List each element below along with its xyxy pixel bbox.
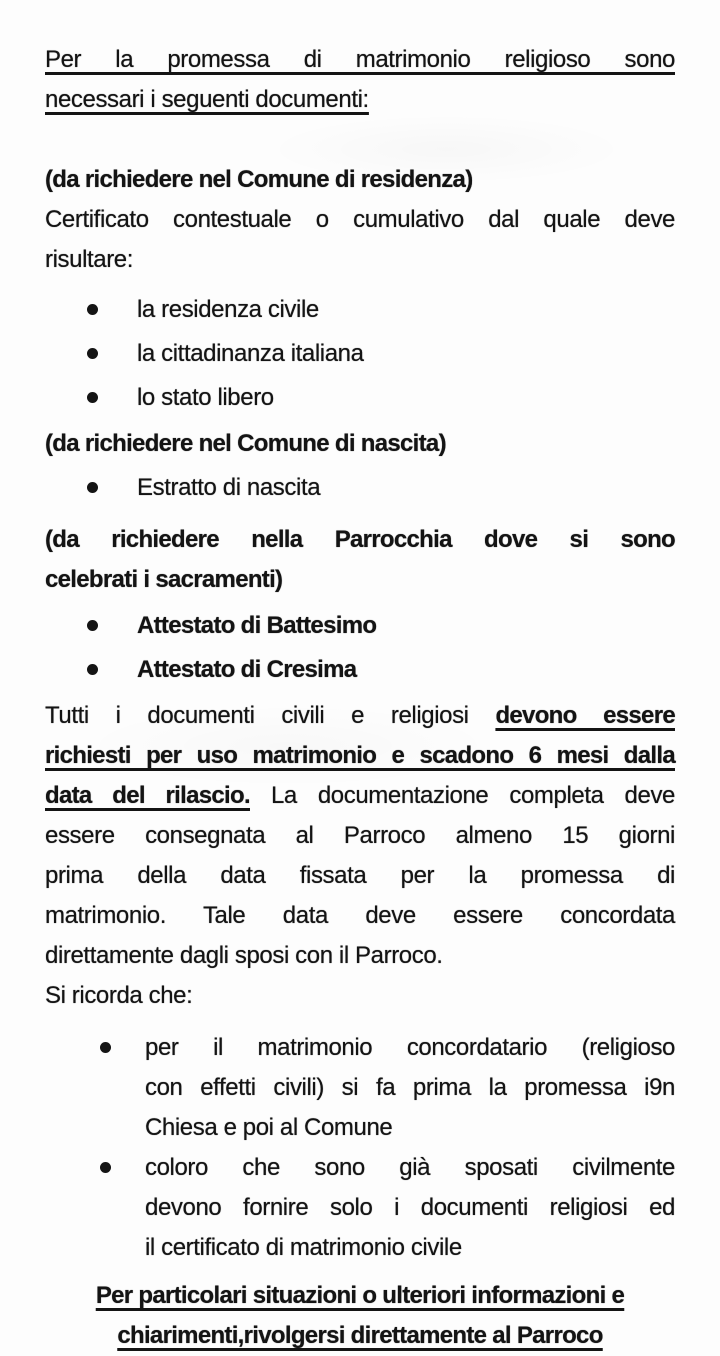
notice-line-3-bold: data del rilascio. <box>45 782 250 809</box>
list-item <box>45 604 675 648</box>
reminder-item-2-line-2: devono fornire solo i documenti religiosi ed <box>145 1194 675 1221</box>
list-item-label: la cittadinanza italiana <box>137 340 364 367</box>
list-item <box>45 466 675 510</box>
heading-comune-residenza: (da richiedere nel Comune di residenza) <box>45 166 473 193</box>
bullet-icon <box>87 482 98 493</box>
bullet-icon <box>87 392 98 403</box>
notice-line-6: matrimonio. Tale data deve essere concordata <box>45 902 675 929</box>
footer-line-2: chiarimenti,rivolgersi direttamente al Parroco <box>117 1322 603 1349</box>
list-item-label: coloro che sono già sposati civilmente <box>145 1154 675 1181</box>
list-item <box>45 376 675 420</box>
reminder-item-2-line-3: il certificato di matrimonio civile <box>145 1234 462 1261</box>
notice-line-7: direttamente dagli sposi con il Parroco. <box>45 942 443 969</box>
heading-parrocchia-line-1: (da richiedere nella Parrocchia dove si sono <box>45 526 675 553</box>
bullet-icon <box>87 304 98 315</box>
list-item-label: la residenza civile <box>137 296 319 323</box>
reminder-item-1-line-2: con effetti civili) si fa prima la promessa i9n <box>145 1074 675 1101</box>
list-item <box>45 288 675 332</box>
parrocchia-bullet-list <box>45 604 675 692</box>
notice-paragraph <box>45 696 675 976</box>
reminder-bullet-list <box>45 1028 675 1268</box>
list-item <box>45 1028 675 1148</box>
reminder-heading: Si ricorda che: <box>45 982 193 1009</box>
list-item-label: lo stato libero <box>137 384 274 411</box>
intro-line-2: necessari i seguenti documenti: <box>45 86 369 113</box>
residenza-body-line-2: risultare: <box>45 246 134 273</box>
reminder-item-1-line-3: Chiesa e poi al Comune <box>145 1114 393 1141</box>
heading-comune-nascita: (da richiedere nel Comune di nascita) <box>45 430 446 457</box>
notice-line-2: richiesti per uso matrimonio e scadono 6 mesi dalla <box>45 742 675 769</box>
footer-note <box>45 1276 675 1356</box>
bullet-icon <box>100 1042 111 1053</box>
reminder-item-2-line-1 <box>45 1148 675 1188</box>
notice-line-3-regular: La documentazione completa deve <box>249 782 675 809</box>
list-item-label: per il matrimonio concordatario (religioso <box>145 1034 675 1061</box>
intro-line-1: Per la promessa di matrimonio religioso sono <box>45 46 675 73</box>
bullet-icon <box>87 620 98 631</box>
notice-line-4: essere consegnata al Parroco almeno 15 giorni <box>45 822 675 849</box>
notice-line-3 <box>45 776 675 816</box>
list-item-label: Attestato di Battesimo <box>137 612 377 639</box>
list-item <box>45 332 675 376</box>
list-item-label: Attestato di Cresima <box>137 656 357 683</box>
bullet-icon <box>100 1162 111 1173</box>
list-item <box>45 648 675 692</box>
notice-line-1 <box>45 696 675 736</box>
notice-line-5: prima della data fissata per la promessa di <box>45 862 675 889</box>
list-item <box>45 1148 675 1268</box>
bullet-icon <box>87 348 98 359</box>
list-item-label: Estratto di nascita <box>137 474 321 501</box>
notice-line-1-bold: devono essere <box>495 702 675 729</box>
heading-parrocchia-line-2: celebrati i sacramenti) <box>45 566 283 593</box>
bullet-icon <box>87 664 98 675</box>
reminder-item-1-line-1 <box>45 1028 675 1068</box>
residenza-body-line-1: Certificato contestuale o cumulativo dal quale deve <box>45 206 675 233</box>
notice-line-1-regular: Tutti i documenti civili e religiosi <box>45 702 496 729</box>
footer-line-1: Per particolari situazioni o ulteriori informazioni e <box>95 1282 625 1309</box>
residenza-bullet-list <box>45 288 675 420</box>
